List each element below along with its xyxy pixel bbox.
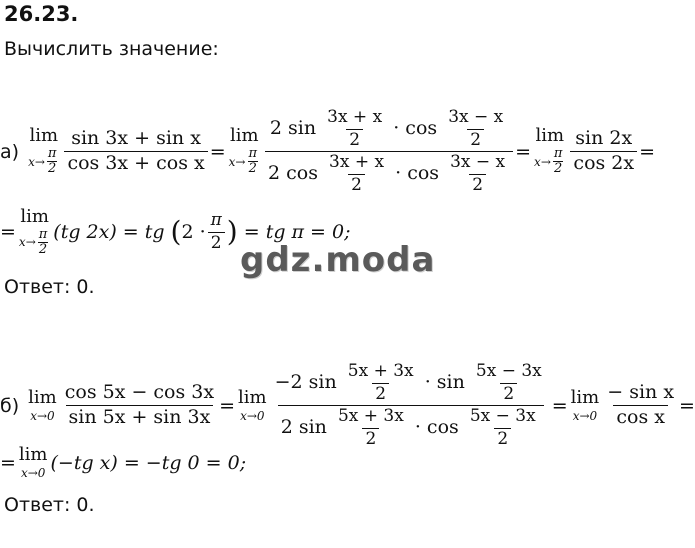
- limit-operator: [28, 386, 57, 423]
- equals-sign: =: [122, 221, 139, 244]
- frac-num: cos 5x − cos 3x: [64, 381, 215, 404]
- term: tg: [144, 221, 165, 244]
- expression: = −tg 0 = 0;: [123, 452, 247, 474]
- part-b-line-1: [0, 362, 695, 449]
- frac-den: 2: [346, 129, 363, 151]
- lim-var: x→: [534, 154, 551, 169]
- frac-num: 3x + x: [329, 152, 385, 173]
- problem-number: 26.23.: [4, 2, 79, 26]
- fraction: [570, 128, 637, 175]
- big-fraction: [272, 362, 550, 449]
- frac-num: 3x − x: [450, 152, 506, 173]
- fraction: [473, 362, 545, 404]
- frac-den: 2: [469, 174, 486, 196]
- part-b-line-2: [0, 446, 246, 480]
- frac-num: 5x − 3x: [469, 406, 536, 427]
- lim-word: lim: [570, 386, 600, 408]
- lim-var: x→: [28, 154, 45, 169]
- part-b-label: б): [0, 394, 20, 417]
- expression: = tg π = 0;: [243, 221, 351, 244]
- lim-word: lim: [28, 386, 57, 408]
- pi-over-2: [38, 228, 49, 256]
- lim-subscript: [229, 147, 260, 175]
- frac-num: [267, 108, 511, 151]
- limit-operator: [19, 208, 50, 256]
- paren-close: ): [226, 215, 238, 249]
- expression: (−tg x): [50, 452, 118, 474]
- frac-num: π: [553, 146, 563, 162]
- frac-den: 2: [467, 129, 484, 151]
- paren-open: (: [170, 215, 182, 249]
- equals-sign: =: [679, 394, 695, 417]
- fraction: [326, 153, 387, 195]
- equals-sign: =: [0, 452, 16, 474]
- frac-den: [265, 151, 513, 195]
- lim-word: lim: [238, 386, 267, 408]
- equals-sign: =: [209, 140, 226, 163]
- lim-subscript: x→0: [240, 408, 265, 423]
- pi-over-2: [208, 211, 225, 253]
- frac-num: 3x − x: [448, 107, 504, 127]
- fraction: [62, 382, 217, 429]
- part-a-line-1: [0, 108, 655, 195]
- frac-den: 2: [500, 383, 517, 405]
- pi-over-2: [247, 147, 258, 175]
- fraction: [324, 108, 385, 150]
- frac-num: π: [210, 210, 222, 231]
- fraction: [604, 382, 677, 429]
- frac-num: − sin x: [607, 381, 675, 404]
- term: · cos: [395, 162, 440, 185]
- limit-operator: [534, 127, 565, 175]
- lim-subscript: x→0: [30, 408, 55, 423]
- frac-num: π: [38, 227, 48, 242]
- fraction: [335, 407, 407, 449]
- fraction: [447, 153, 508, 195]
- frac-den: sin 5x + sin 3x: [66, 405, 214, 429]
- frac-den: cos 2x: [570, 151, 637, 175]
- limit-operator: [19, 446, 48, 480]
- fraction: [467, 407, 539, 449]
- lim-var: x→: [18, 235, 36, 250]
- term: · cos: [414, 416, 459, 439]
- part-a-label: а): [0, 140, 20, 163]
- fraction: [445, 108, 506, 150]
- frac-num: π: [47, 146, 57, 162]
- term: · sin: [424, 371, 465, 394]
- frac-den: 2: [348, 174, 365, 196]
- frac-den: 2: [494, 428, 511, 450]
- lim-word: lim: [20, 206, 49, 227]
- term: 2 cos: [268, 162, 318, 185]
- equals-sign: =: [219, 394, 236, 417]
- term: 2 ·: [181, 221, 206, 244]
- frac-num: sin 3x + sin x: [71, 127, 201, 150]
- equals-sign: =: [0, 221, 16, 244]
- limit-operator: [238, 386, 267, 423]
- frac-num: 5x + 3x: [337, 406, 404, 427]
- lim-var: x→: [228, 154, 246, 169]
- frac-den: [278, 405, 544, 449]
- frac-den: 2: [554, 161, 563, 177]
- limit-operator: [229, 127, 260, 175]
- frac-num: 3x + x: [327, 107, 383, 127]
- lim-word: lim: [29, 125, 59, 147]
- lim-word: lim: [535, 125, 565, 147]
- frac-den: 2: [38, 241, 48, 257]
- frac-den: cos 3x + cos x: [64, 151, 207, 175]
- frac-den: 2: [208, 232, 225, 254]
- frac-num: [272, 362, 550, 405]
- frac-num: sin 2x: [575, 127, 633, 150]
- frac-den: 2: [362, 428, 379, 450]
- watermark: gdz.moda: [240, 240, 436, 280]
- frac-num: π: [248, 146, 257, 162]
- big-fraction: [265, 108, 513, 195]
- lim-subscript: [28, 147, 59, 175]
- task-statement: Вычислить значение:: [4, 38, 219, 60]
- pi-over-2: [47, 147, 58, 175]
- part-a-answer: Ответ: 0.: [4, 276, 95, 298]
- frac-num: 5x − 3x: [475, 361, 542, 381]
- lim-subscript: [534, 147, 565, 175]
- equals-sign: =: [551, 394, 568, 417]
- term: 2 sin: [280, 416, 327, 439]
- frac-num: 5x + 3x: [347, 361, 414, 381]
- limit-operator: [28, 127, 59, 175]
- lim-word: lim: [230, 125, 259, 147]
- term: · cos: [393, 117, 438, 140]
- equals-sign: =: [515, 140, 532, 163]
- term: −2 sin: [274, 371, 337, 394]
- frac-den: 2: [372, 383, 389, 405]
- frac-den: cos x: [613, 405, 668, 429]
- frac-den: 2: [248, 161, 257, 177]
- expression: (tg 2x): [53, 221, 117, 244]
- lim-word: lim: [18, 444, 48, 465]
- pi-over-2: [553, 147, 564, 175]
- equals-sign: =: [639, 140, 656, 163]
- term: 2 sin: [269, 117, 317, 140]
- frac-den: 2: [48, 161, 57, 177]
- lim-subscript: x→0: [20, 466, 46, 480]
- fraction: [345, 362, 417, 404]
- lim-subscript: [19, 228, 50, 256]
- part-b-answer: Ответ: 0.: [4, 494, 95, 516]
- limit-operator: [570, 386, 600, 423]
- lim-subscript: x→0: [572, 408, 598, 423]
- fraction: [64, 128, 207, 175]
